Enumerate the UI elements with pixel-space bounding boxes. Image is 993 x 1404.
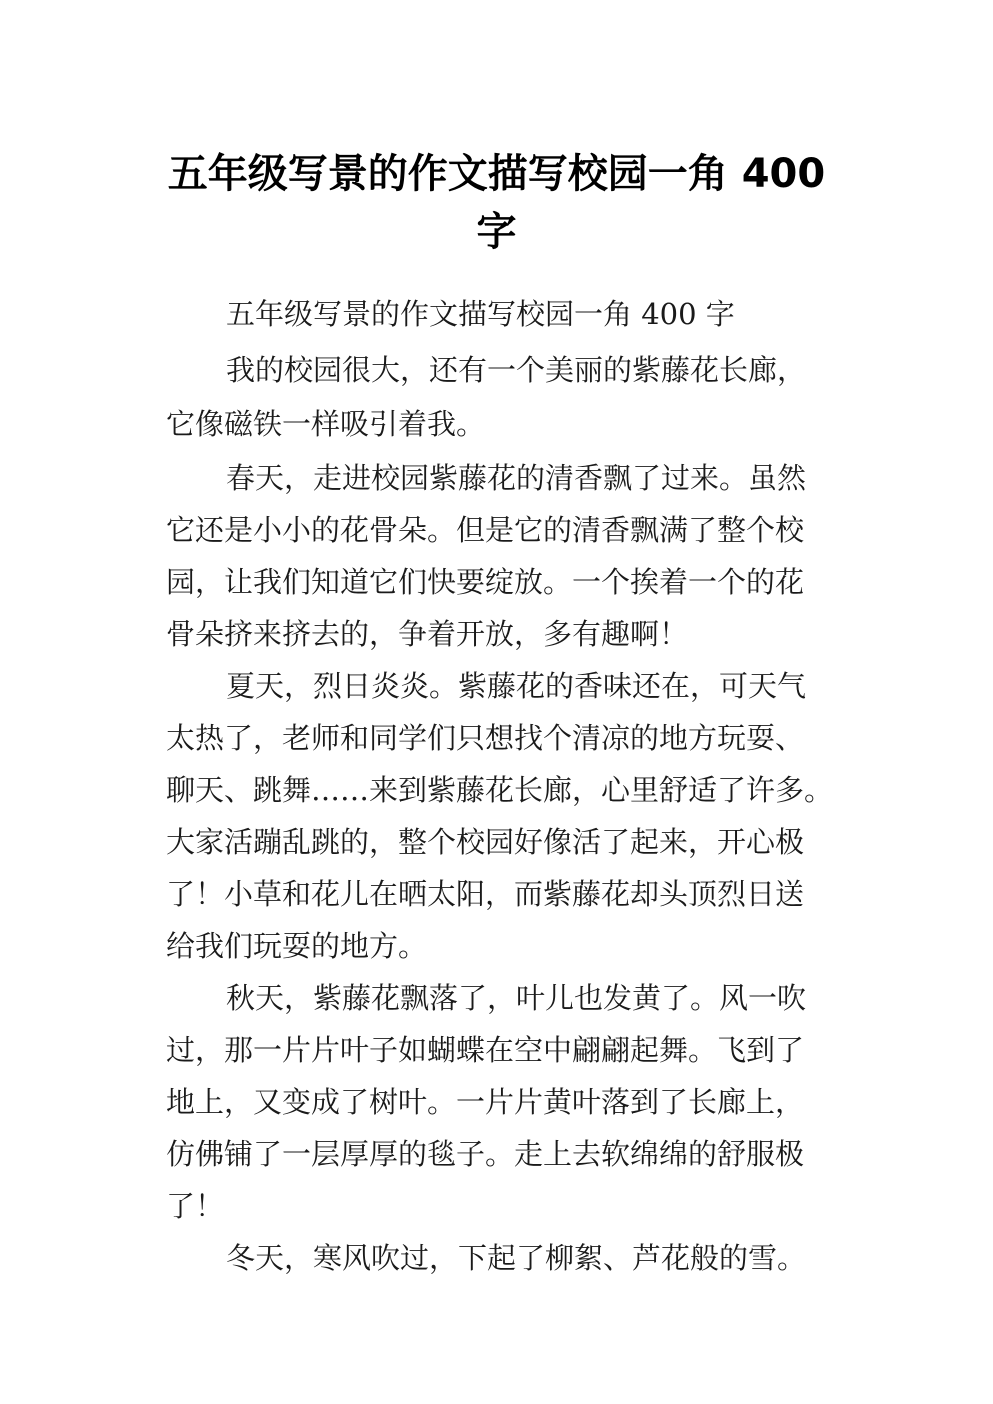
paragraph-line: 园，让我们知道它们快要绽放。一个挨着一个的花 <box>166 565 805 599</box>
subtitle-line: 五年级写景的作文描写校园一角 400 字 <box>226 297 735 331</box>
paragraph-line: 骨朵挤来挤去的，争着开放，多有趣啊！ <box>166 617 689 651</box>
paragraph-line: 它像磁铁一样吸引着我。 <box>166 407 486 441</box>
document-title <box>0 145 993 261</box>
title-line-1: 五年级写景的作文描写校园一角 400 <box>167 150 826 197</box>
paragraph-line: 秋天，紫藤花飘落了，叶儿也发黄了。风一吹 <box>226 981 807 1015</box>
paragraph-line: 它还是小小的花骨朵。但是它的清香飘满了整个校 <box>166 513 805 547</box>
title-line-2: 字 <box>476 208 517 255</box>
paragraph-line: 我的校园很大，还有一个美丽的紫藤花长廊， <box>226 353 807 387</box>
paragraph-line: 冬天，寒风吹过，下起了柳絮、芦花般的雪。 <box>226 1241 807 1275</box>
paragraph-line: 给我们玩耍的地方。 <box>166 929 428 963</box>
paragraph-line: 仿佛铺了一层厚厚的毯子。走上去软绵绵的舒服极 <box>166 1137 805 1171</box>
paragraph-line: 了！小草和花儿在晒太阳，而紫藤花却头顶烈日送 <box>166 877 805 911</box>
paragraph-line: 聊天、跳舞……来到紫藤花长廊，心里舒适了许多。 <box>166 773 834 807</box>
paragraph-line: 过，那一片片叶子如蝴蝶在空中翩翩起舞。飞到了 <box>166 1033 805 1067</box>
paragraph-line: 夏天，烈日炎炎。紫藤花的香味还在，可天气 <box>226 669 807 703</box>
paragraph-line: 太热了，老师和同学们只想找个清凉的地方玩耍、 <box>166 721 805 755</box>
paragraph-line: 大家活蹦乱跳的，整个校园好像活了起来，开心极 <box>166 825 805 859</box>
paragraph-line: 春天，走进校园紫藤花的清香飘了过来。虽然 <box>226 461 807 495</box>
paragraph-line: 地上，又变成了树叶。一片片黄叶落到了长廊上， <box>166 1085 805 1119</box>
paragraph-line: 了！ <box>166 1189 225 1223</box>
